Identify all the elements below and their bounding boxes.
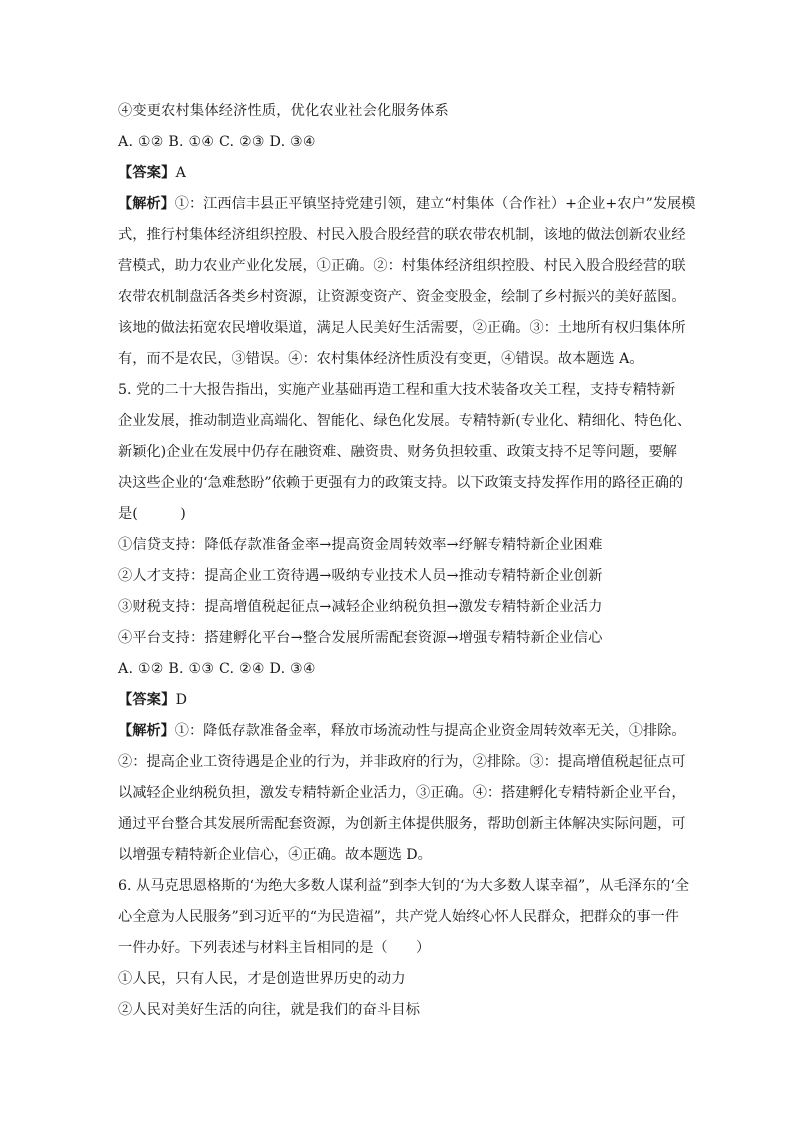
stem-line: 是( ) xyxy=(118,506,186,522)
q5-answer xyxy=(118,685,688,716)
q5-option-2: ②人才支持：提高企业工资待遇→吸纳专业技术人员→推动专精特新企业创新 xyxy=(118,568,603,584)
q5-option-3: ③财税支持：提高增值税起征点→减轻企业纳税负担→激发专精特新企业活力 xyxy=(118,599,603,615)
analysis-line: 营模式，助力农业产业化发展，①正确。②：村集体经济组织控股、村民入股合股经营的联 xyxy=(118,258,686,274)
analysis-label: 【解析】 xyxy=(118,723,175,739)
analysis-line: 以增强专精特新企业信心，④正确。故本题选 D。 xyxy=(118,847,432,863)
q5-option-4: ④平台支持：搭建孵化平台→整合发展所需配套资源→增强专精特新企业信心 xyxy=(118,630,603,646)
analysis-line: 【解析】①：江西信丰县正平镇坚持党建引领，建立“村集体（合作社）+企业+农户”发展模 xyxy=(118,196,696,212)
q4-analysis xyxy=(118,189,696,375)
analysis-line: 式，推行村集体经济组织控股、村民入股合股经营的联农带农机制，该地的做法创新农业经 xyxy=(118,227,686,243)
stem-line: 5. 党的二十大报告指出，实施产业基础再造工程和重大技术装备攻关工程，支持专精特新 xyxy=(118,382,676,398)
analysis-line: ②：提高企业工资待遇是企业的行为，并非政府的行为，②排除。③：提高增值税起征点可 xyxy=(118,754,686,770)
q6-option-2: ②人民对美好生活的向往，就是我们的奋斗目标 xyxy=(118,1002,421,1018)
document-page xyxy=(118,96,696,1026)
q5-stem xyxy=(118,375,692,530)
q4-choices: A. ①② B. ①④ C. ②③ D. ③④ xyxy=(118,134,316,150)
analysis-line: 通过平台整合其发展所需配套资源，为创新主体提供服务，帮助创新主体解决实际问题，可 xyxy=(118,816,686,832)
q5-option-1: ①信贷支持：降低存款准备金率→提高资金周转效率→纾解专精特新企业困难 xyxy=(118,537,603,553)
answer-value: D xyxy=(175,692,188,708)
answer-label: 【答案】 xyxy=(118,692,176,708)
stem-line: 6. 从马克思恩格斯的‘为绝大多数人谋利益”到李大钊的‘为大多数人谋幸福”，从毛泽东的‘全 xyxy=(118,878,690,894)
answer-label: 【答案】 xyxy=(118,165,176,181)
stem-line: 心全意为人民服务”到习近平的“为民造福”，共产党人始终心怀人民群众，把群众的事一件 xyxy=(118,909,679,925)
analysis-line: 【解析】①：降低存款准备金率，释放市场流动性与提高企业资金周转效率无关，①排除。 xyxy=(118,723,686,739)
q4-answer xyxy=(118,158,688,189)
stem-line: 决这些企业的‘急难愁盼”依赖于更强有力的政策支持。以下政策支持发挥作用的路径正确的 xyxy=(118,475,684,491)
answer-value: A xyxy=(175,165,187,181)
q6-option-1: ①人民，只有人民，才是创造世界历史的动力 xyxy=(118,971,406,987)
analysis-line: 该地的做法拓宽农民增收渠道，满足人民美好生活需要，②正确。③：土地所有权归集体所 xyxy=(118,320,686,336)
stem-line: 一件办好。下列表述与材料主旨相同的是（ ） xyxy=(118,940,431,956)
stem-line: 企业发展，推动制造业高端化、智能化、绿色化发展。专精特新(专业化、精细化、特色化、 xyxy=(118,413,692,429)
q4-option-4: ④变更农村集体经济性质，优化农业社会化服务体系 xyxy=(118,103,449,119)
q5-choices: A. ①② B. ①③ C. ②④ D. ③④ xyxy=(118,661,316,677)
q5-analysis xyxy=(118,716,688,871)
analysis-line: 以减轻企业纳税负担，激发专精特新企业活力，③正确。④：搭建孵化专精特新企业平台， xyxy=(118,785,686,801)
analysis-line: 农带农机制盘活各类乡村资源，让资源变资产、资金变股金，绘制了乡村振兴的美好蓝图。 xyxy=(118,289,686,305)
analysis-label: 【解析】 xyxy=(118,196,175,212)
analysis-line: 有，而不是农民，③错误。④：农村集体经济性质没有变更，④错误。故本题选 A。 xyxy=(118,351,644,367)
q6-stem xyxy=(118,871,688,964)
stem-line: 新颖化)企业在发展中仍存在融资难、融资贵、财务负担较重、政策支持不足等问题，要解 xyxy=(118,444,677,460)
